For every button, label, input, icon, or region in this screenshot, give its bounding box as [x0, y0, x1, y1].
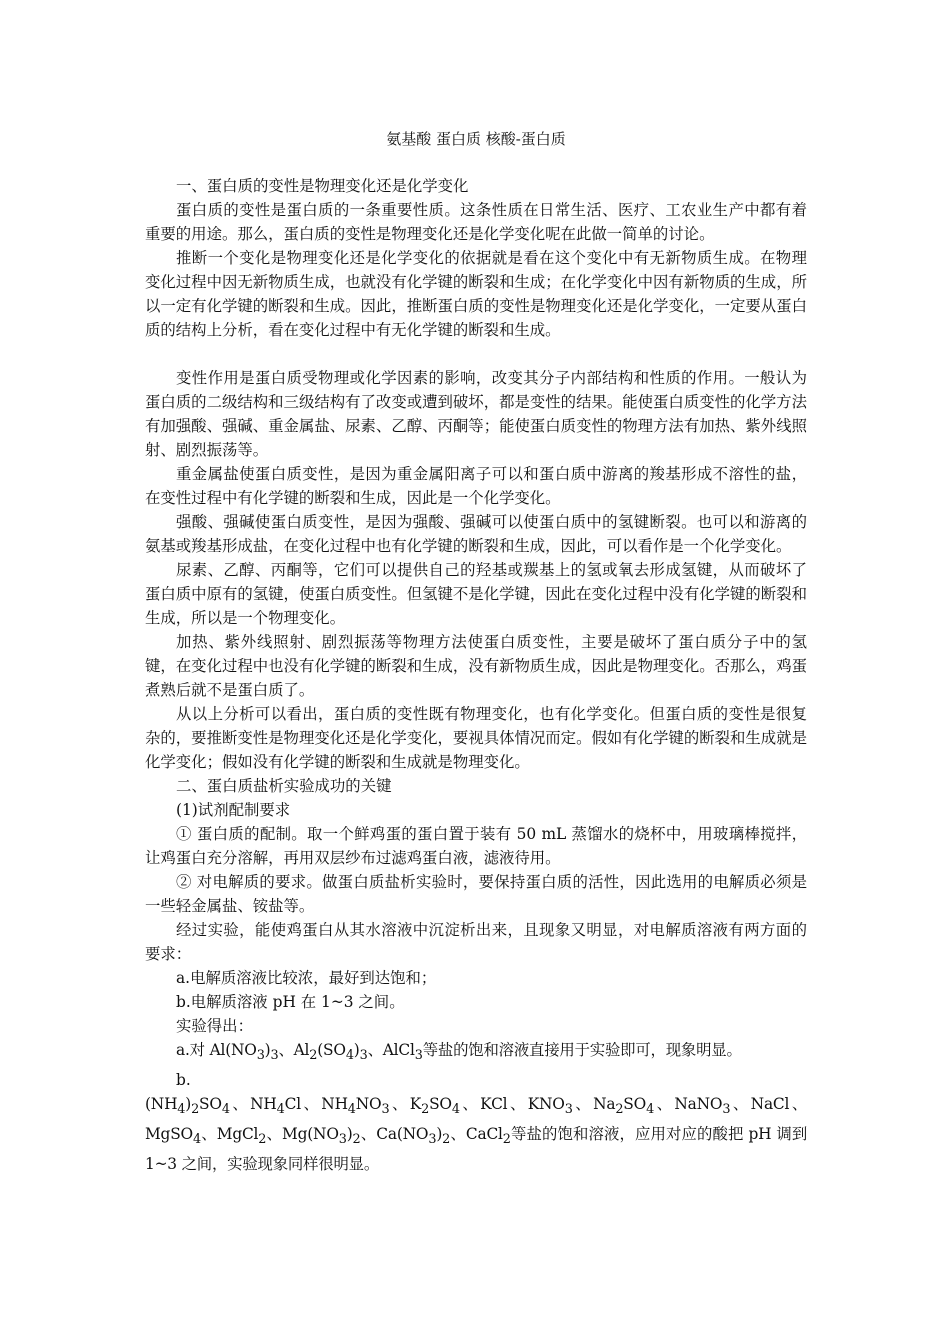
paragraph: 从以上分析可以看出，蛋白质的变性既有物理变化，也有化学变化。但蛋白质的变性是很复杂的，要推断变性是物理变化还是化学变化，要视具体情况而定。假如有化学键的断裂和生成就是化学变化；假如没有化学键的断裂和生成就是物理变化。: [145, 705, 807, 771]
list-item: ② 对电解质的要求。做蛋白质盐析实验时，要保持蛋白质的活性，因此选用的电解质必须是一些轻金属盐、铵盐等。: [145, 873, 807, 915]
paragraph: 经过实验，能使鸡蛋白从其水溶液中沉淀析出来，且现象又明显，对电解质溶液有两方面的要求：: [145, 921, 807, 963]
paragraph: 推断一个变化是物理变化还是化学变化的依据就是看在这个变化中有无新物质生成。在物理变化过程中因无新物质生成，也就没有化学键的断裂和生成；在化学变化中因有新物质的生成，所以一定有化学键的断裂和生成。因此，推断蛋白质的变性是物理变化还是化学变化，一定要从蛋白质的结构上分析，看在变化过程中有无化学键的断裂和生成。: [145, 249, 807, 339]
document-body: [145, 120, 807, 1176]
result-b-label: b.: [176, 1071, 191, 1090]
section-2-heading: 二、蛋白质盐析实验成功的关键: [176, 777, 392, 795]
paragraph: 尿素、乙醇、丙酮等，它们可以提供自己的羟基或羰基上的氢或氧去形成氢键，从而破坏了蛋白质中原有的氢键，使蛋白质变性。但氢键不是化学键，因此在变化过程中没有化学键的断裂和生成，所以是一个物理变化。: [145, 561, 807, 627]
subheading: (1)试剂配制要求: [176, 801, 291, 819]
paragraph: 加热、紫外线照射、剧烈振荡等物理方法使蛋白质变性，主要是破坏了蛋白质分子中的氢键，在变化过程中也没有化学键的断裂和生成，没有新物质生成，因此是物理变化。否那么，鸡蛋煮熟后就不是蛋白质了。: [145, 633, 807, 699]
result-b-suffix: 等盐的饱和溶液，应用对应的酸把 pH 调到 1~3 之间，实验现象同样很明显。: [145, 1125, 808, 1174]
result-a-formulas: $Al(NO_3)_3$、$Al_2(SO_4)_3$、AlCl$_3$: [209, 1041, 423, 1064]
result-a-prefix: a.对: [176, 1041, 210, 1059]
result-label: 实验得出：: [176, 1017, 253, 1035]
result-a-suffix: 等盐的饱和溶液直接用于实验即可，现象明显。: [422, 1041, 742, 1059]
requirement-b: b.电解质溶液 pH 在 1~3 之间。: [176, 993, 405, 1011]
paragraph: 蛋白质的变性是蛋白质的一条重要性质。这条性质在日常生活、医疗、工农业生产中都有着重要的用途。那么，蛋白质的变性是物理变化还是化学变化呢在此做一简单的讨论。: [145, 201, 807, 243]
requirement-a: a.电解质溶液比较浓，最好到达饱和；: [176, 969, 437, 987]
blank-line: [145, 342, 807, 366]
result-a: [145, 1038, 807, 1068]
section-1-heading: 一、蛋白质的变性是物理变化还是化学变化: [176, 177, 469, 195]
document-title: 氨基酸 蛋白质 核酸-蛋白质: [386, 130, 566, 148]
paragraph: 重金属盐使蛋白质变性，是因为重金属阳离子可以和蛋白质中游离的羧基形成不溶性的盐，在变性过程中有化学键的断裂和生成，因此是一个化学变化。: [145, 465, 807, 507]
paragraph: 强酸、强碱使蛋白质变性，是因为强酸、强碱可以使蛋白质中的氢键断裂。也可以和游离的氨基或羧基形成盐，在变化过程中也有化学键的断裂和生成，因此，可以看作是一个化学变化。: [145, 513, 807, 555]
result-b: [145, 1092, 807, 1176]
list-item: ① 蛋白质的配制。取一个鲜鸡蛋的蛋白置于装有 50 mL 蒸馏水的烧杯中，用玻璃棒搅拌，让鸡蛋白充分溶解，再用双层纱布过滤鸡蛋白液，滤液待用。: [145, 825, 807, 867]
result-b-formulas: $(NH_4)_2SO_4$、$NH_4Cl$、$NH_4NO_3$、$K_2SO_4$、KCl、$KNO_3$、$Na_2SO_4$、NaNO$_3$、NaCl、MgSO$_4$、MgCl$_2$、$Mg(NO_3)_2$、$Ca(NO_3)_2$、CaCl$_2$: [145, 1095, 808, 1148]
paragraph: 变性作用是蛋白质受物理或化学因素的影响，改变其分子内部结构和性质的作用。一般认为蛋白质的二级结构和三级结构有了改变或遭到破坏，都是变性的结果。能使蛋白质变性的化学方法有加强酸、强碱、重金属盐、尿素、乙醇、丙酮等；能使蛋白质变性的物理方法有加热、紫外线照射、剧烈振荡等。: [145, 369, 807, 459]
